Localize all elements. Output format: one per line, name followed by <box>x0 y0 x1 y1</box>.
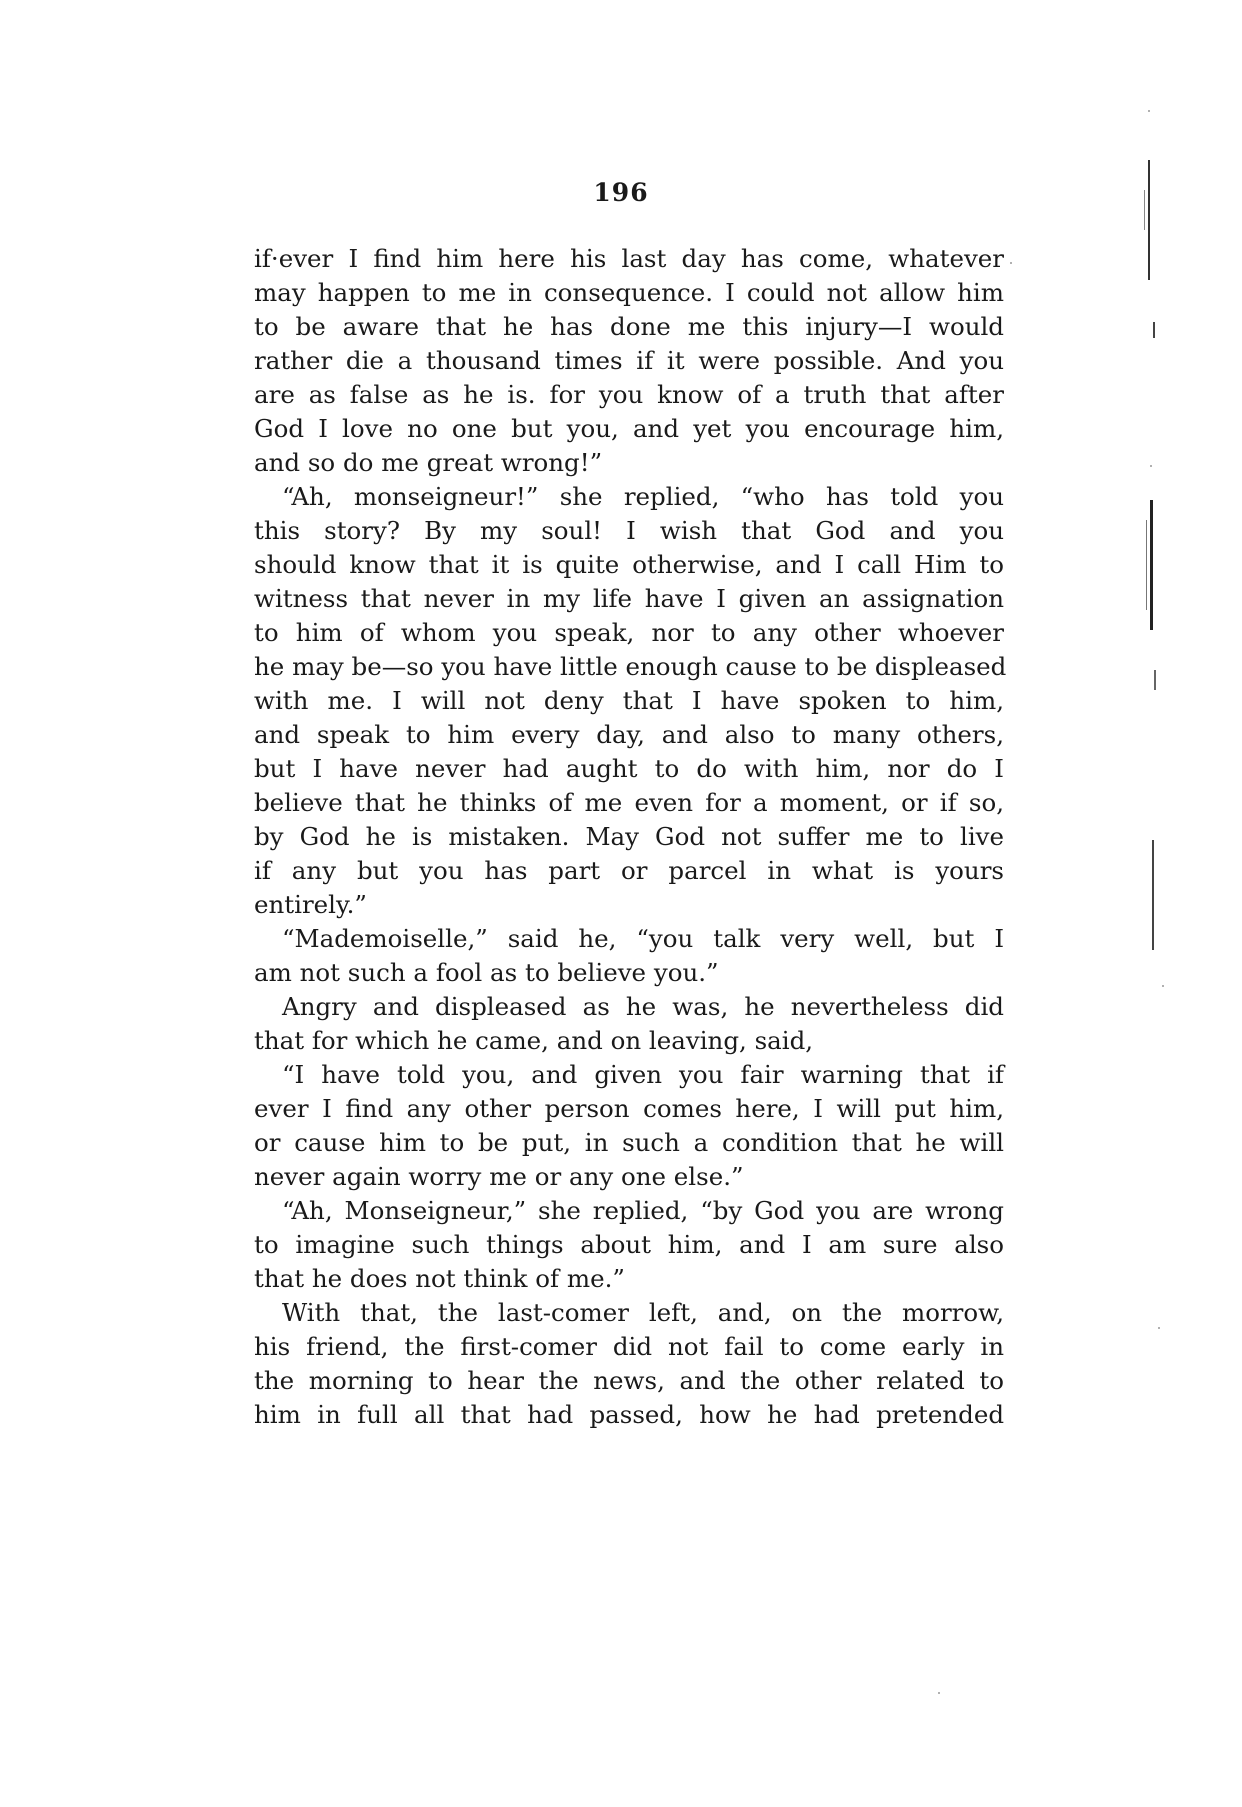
text-line: that he does not think of me.” <box>254 1264 625 1293</box>
scan-artifact-mark <box>1154 670 1156 690</box>
text-line: and speak to him every day, and also to many others, <box>254 720 1004 749</box>
text-line: his friend, the first-comer did not fail to come early in <box>254 1332 1004 1361</box>
page-number: 196 <box>593 178 649 207</box>
text-line: never again worry me or any one else.” <box>254 1162 744 1191</box>
text-line: am not such a fool as to believe you.” <box>254 958 719 987</box>
text-line: to be aware that he has done me this injury—I would <box>254 312 1004 341</box>
text-line: by God he is mistaken. May God not suffer me to live <box>254 822 1004 851</box>
text-line: believe that he thinks of me even for a moment, or if so, <box>254 788 1004 817</box>
text-line: but I have never had aught to do with him, nor do I <box>254 754 1004 783</box>
text-line: rather die a thousand times if it were possible. And you <box>254 346 1004 375</box>
text-line: With that, the last-comer left, and, on the morrow, <box>282 1298 1004 1327</box>
scan-artifact-mark <box>1152 840 1154 950</box>
scan-speck <box>1150 465 1152 467</box>
text-line: and so do me great wrong!” <box>254 448 603 477</box>
text-line: him in full all that had passed, how he had pretended <box>254 1400 1004 1429</box>
text-line: ever I find any other person comes here, I will put him, <box>254 1094 1004 1123</box>
scan-speck <box>1010 262 1012 264</box>
scan-artifact-mark <box>1148 160 1150 280</box>
text-line: should know that it is quite otherwise, and I call Him to <box>254 550 1004 579</box>
text-line: witness that never in my life have I given an assignation <box>254 584 1004 613</box>
page-body-text <box>254 242 1007 1432</box>
text-line: “Ah, monseigneur!” she replied, “who has told you <box>282 482 1004 511</box>
text-line: “I have told you, and given you fair warning that if <box>282 1060 1004 1089</box>
text-line: “Ah, Monseigneur,” she replied, “by God you are wrong <box>282 1196 1004 1225</box>
text-line: if any but you has part or parcel in what is yours <box>254 856 1004 885</box>
text-line: God I love no one but you, and yet you encourage him, <box>254 414 1004 443</box>
scan-artifact-mark <box>1146 520 1147 610</box>
scan-artifact-mark <box>1153 322 1155 338</box>
text-line: that for which he came, and on leaving, said, <box>254 1026 814 1055</box>
scan-speck <box>1162 985 1164 987</box>
text-line: are as false as he is. for you know of a truth that after <box>254 380 1004 409</box>
scan-artifact-mark <box>1144 190 1145 230</box>
scan-speck <box>1148 110 1150 112</box>
text-line: entirely.” <box>254 890 367 919</box>
text-line: to imagine such things about him, and I am sure also <box>254 1230 1004 1259</box>
text-line: this story? By my soul! I wish that God and you <box>254 516 1004 545</box>
text-line: with me. I will not deny that I have spoken to him, <box>254 686 1004 715</box>
scan-speck <box>938 1692 940 1694</box>
text-line: or cause him to be put, in such a condition that he will <box>254 1128 1004 1157</box>
text-line: “Mademoiselle,” said he, “you talk very well, but I <box>282 924 1004 953</box>
text-line: may happen to me in consequence. I could not allow him <box>254 278 1004 307</box>
text-line: the morning to hear the news, and the other related to <box>254 1366 1004 1395</box>
text-line: he may be—so you have little enough cause to be displeased <box>254 652 1007 681</box>
text-line: if·ever I find him here his last day has come, whatever <box>254 244 1004 273</box>
scan-speck <box>1158 1327 1160 1329</box>
scan-artifact-mark <box>1150 500 1153 630</box>
text-line: Angry and displeased as he was, he nevertheless did <box>282 992 1004 1021</box>
text-line: to him of whom you speak, nor to any other whoever <box>254 618 1004 647</box>
